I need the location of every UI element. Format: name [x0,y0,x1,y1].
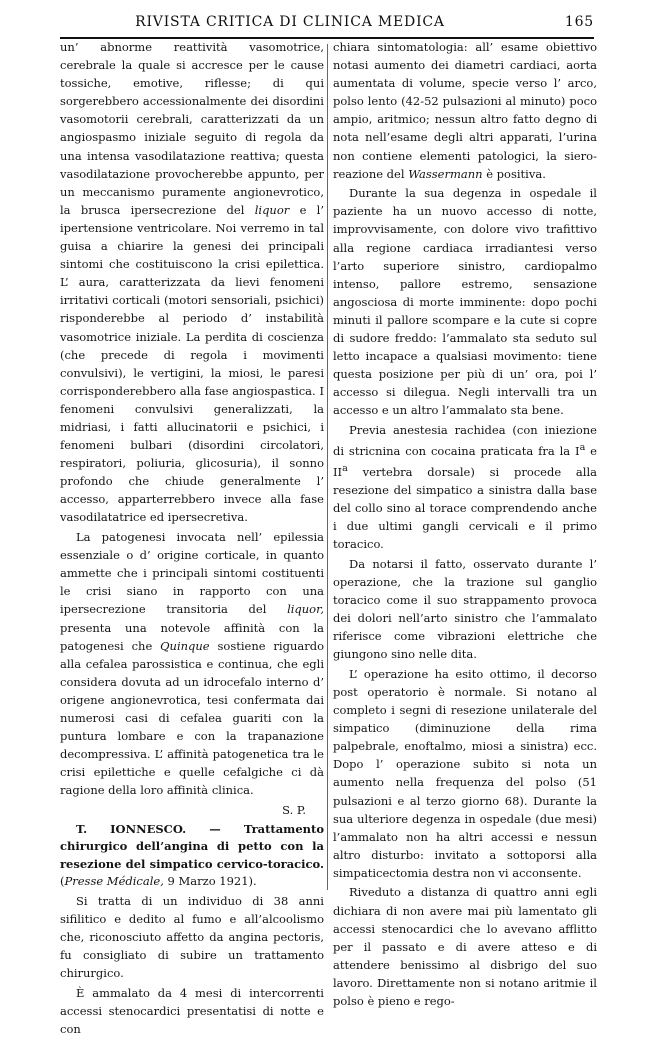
paragraph: un’ abnorme reattività vasomotrice, cerebrale la quale si accresce per le cause tossiche, emotive, riflesse; di qui sorgerebbero accessionalmente dei disordini vasomotorii cerebrali, caratterizzati da un angiospasmo iniziale seguito di regola da una intensa vasodilatazione reattiva; questa vasodilatazione provocherebbe appunto, per un meccanismo puramente angionevrotico, la brusca ipersecrezione del liquor e l’ ipertensione ventricolare. Noi verremo in tal guisa a chiarire la genesi dei principali sintomi che costituiscono la crisi epilettica. L’ aura, caratterizzata da lievi fenomeni irritativi corticali (motori sensoriali, psichici) risponderebbe al periodo d’ instabilità vasomotrice iniziale. La perdita di coscienza (che precede di regola i movimenti convulsivi), le vertigini, la miosi, le paresi corrisponderebbero alla fase angiospastica. I fenomeni convulsivi generalizzati, la midriasi, i fatti allucinatorii e psichici, i fenomeni bulbari (disordini circolatori, respiratori, poliuria, glicosuria), il sonno profondo che chiude generalmente l’ accesso, apparterrebbero invece alla fase vasodilatatrice ed ipersecretiva. [60,40,325,525]
running-header [60,14,594,36]
article-source: Presse Médicale, [64,874,164,889]
paragraph: L’ operazione ha esito ottimo, il decorso post operatorio è normale. Si notano al completo i segni di resezione unilaterale del simpatico (diminuzione della rima palpebrale, enoftalmo, miosi a sinistra) ecc. Dopo l’ operazione subito si nota un aumento nella frequenza del polso (51 pulsazioni e al terzo giorno 68). Durante la sua ulteriore degenza in ospedale (due mesi) l’ammalato non ha altri accessi e nessun altro disturbo: invitato a sottoporsi alla simpaticectomia destra non vi acconsente. [333,666,597,880]
paragraph: Si tratta di un individuo di 38 anni sifilitico e dedito al fumo e all’alcoolismo che, riconosciuto affetto da angina pectoris, fu consigliato di subire un trattamento chirurgico. [60,894,324,981]
paragraph: Durante la sua degenza in ospedale il paziente ha un nuovo accesso di notte, improvvisamente, con dolore vivo trafittivo alla regione cardiaca irradiantesi verso l’arto superiore sinistro, cardiopalmo intenso, pallore estremo, sensazione angosciosa di morte imminente: dopo pochi minuti il pallore scompare e la cute si copre di sudore freddo: l’ammalato sta seduto sul letto incapace a qualsiasi movimento: tiene questa posizione per più di un’ ora, poi l’ accesso si dilegua. Negli intervalli tra un accesso e un altro l’ammalato sta bene. [333,186,597,418]
article-title: — Trattamento chirurgico dell’angina di petto con la resezione del simpatico cervico-toracico. [60,821,324,871]
right-column [333,38,597,1012]
paragraph: chiara sintomatologia: all’ esame obiettivo notasi aumento dei diametri cardiaci, aorta aumentata di volume, specie verso l’ arco, polso lento (42-52 pulsazioni al minuto) poco ampio, aritmico; nessun altro fatto degno di nota nell’esame degli altri apparati, l’urina non contiene elementi patologici, la siero-reazione del Wassermann è positiva. [333,40,597,181]
column-divider [327,44,328,890]
left-column [60,38,324,1040]
page-number: 165 [564,14,594,30]
article-date: 9 Marzo 1921). [163,874,257,889]
paragraph: Riveduto a distanza di quattro anni egli dichiara di non avere mai più lamentato gli accessi stenocardici che lo avevano afflitto per il passato e di avere atteso e di attendere benissimo al disbrigo del suo lavoro. Direttamente non si notano aritmie il polso è pieno e rego- [333,885,597,1009]
paragraph: È ammalato da 4 mesi di intercorrenti accessi stenocardici presentatisi di notte e con [60,986,324,1037]
paragraph: Da notarsi il fatto, osservato durante l’ operazione, che la trazione sul ganglio toracico come il suo strappamento provoca dei dolori nell’arto sinistro che l’ammalato riferisce come vibrazioni elettriche che giungono sino nelle dita. [333,556,597,662]
paragraph: La patogenesi invocata nell’ epilessia essenziale o d’ origine corticale, in quanto ammette che i principali sintomi costituenti le crisi siano in rapporto con una ipersecrezione transitoria del liquor, presenta una notevole affinità con la patogenesi che Quinque sostiene riguardo alla cefalea parossistica e continua, che egli considera dovuta ad un idrocefalo interno d’ origene angionevrotica, tesi confermata dai numerosi casi di cefalea guariti con la puntura lombare e con la trapanazione decompressiva. L’ affinità patogenetica tra le crisi epilettiche e quelle cefalgiche ci dà ragione della loro affinità clinica. [60,530,324,798]
paragraph: Previa anestesia rachidea (con iniezione di stricnina con cocaina praticata fra la $I^a$ e $II^a$ vertebra dorsale) si procede alla resezione del simpatico a sinistra dalla base del collo sino al torace comprendendo anche i due ultimi gangli cervicali e il primo toracico. [333,422,597,552]
journal-title: RIVISTA CRITICA DI CLINICA MEDICA [135,14,445,30]
article-heading: T. IONNESCO. — Trattamento chirurgico dell’angina di petto con la resezione del simpatico cervico-toracico. (Presse Médicale, 9 Marzo 1921). [60,821,324,889]
article-author: T. IONNESCO. [76,821,187,836]
author-signature: S. P. [282,802,306,817]
